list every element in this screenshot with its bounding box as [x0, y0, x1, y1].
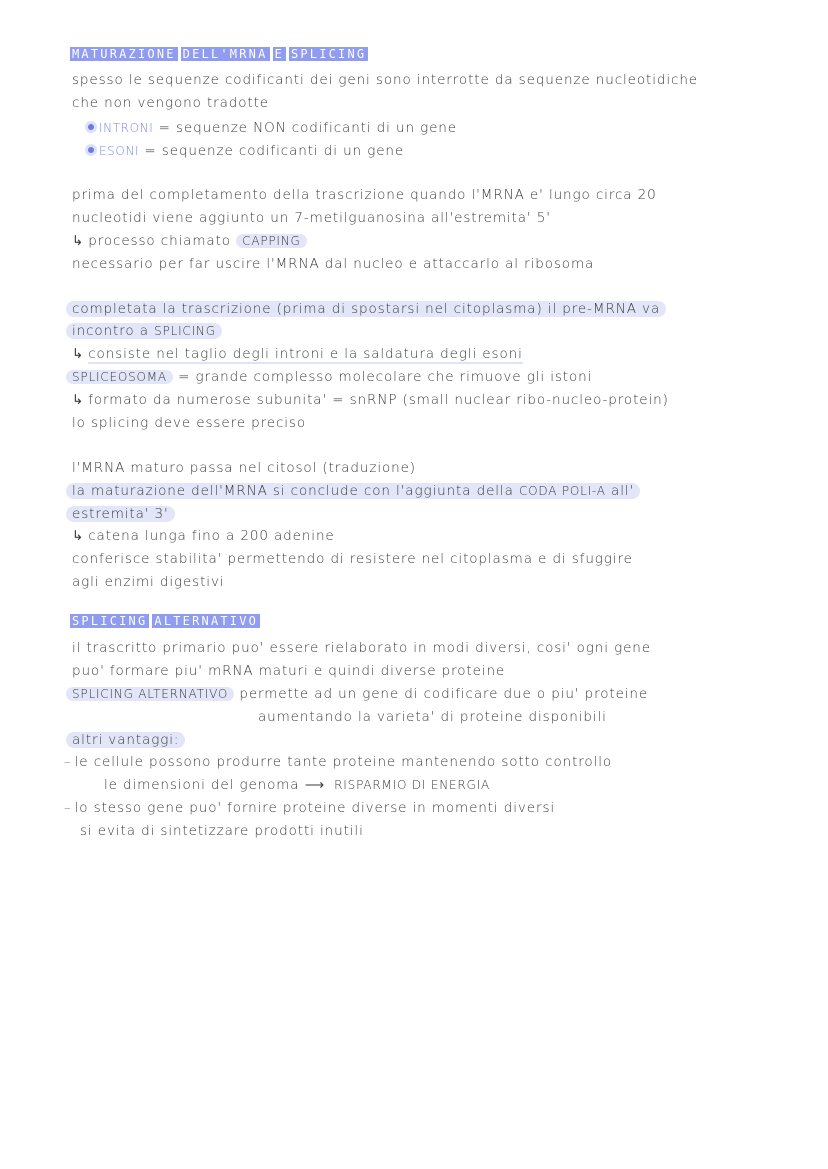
polya-prefix: la maturazione dell'MRNA si conclude con l'aggiunta della [72, 483, 514, 499]
polya-highlight [66, 483, 640, 499]
bullet-label: INTRONI [99, 121, 154, 135]
spliceosoma-def: = grande complesso molecolare che rimuove gli istoni [178, 369, 593, 385]
capping-line: prima del completamento della trascrizione quando l'MRNA e' lungo circa 20 [72, 187, 657, 203]
advantage-text: le cellule possono produrre tante proteine mantenendo sotto controllo [74, 754, 613, 770]
bullet-introni [88, 118, 457, 138]
advantage-text: le dimensioni del genoma [104, 777, 300, 793]
section-title-maturazione [70, 45, 371, 63]
bullet-dot-icon [88, 147, 94, 153]
polya-line [66, 481, 640, 501]
splicing-line: lo splicing deve essere preciso [72, 415, 307, 431]
alt-line: puo' formare piu' mRNA maturi e quindi diverse proteine [72, 663, 506, 679]
title-word: E [274, 47, 284, 61]
intro-line: spesso le sequenze codificanti dei geni sono interrotte da sequenze nucleotidiche [72, 72, 698, 88]
dash-bullet-icon: – [64, 754, 72, 770]
polya-chain: catena lunga fino a 200 adenine [88, 528, 335, 544]
bullet-text: = sequenze NON codificanti di un gene [158, 120, 457, 136]
polya-highlight: estremita' 3' [66, 506, 175, 522]
advantage-item [64, 798, 555, 818]
advantages-highlight: altri vantaggi: [66, 732, 185, 748]
capping-line: necessario per far uscire l'MRNA dal nucleo e attaccarlo al ribosoma [72, 256, 595, 272]
capping-prefix: processo chiamato [88, 233, 231, 249]
bullet-esoni [88, 141, 404, 161]
advantages-title [66, 730, 185, 750]
title-word: MATURAZIONE [72, 47, 176, 61]
splicing-keyword: SPLICING [154, 324, 216, 338]
title-word: DELL'MRNA [182, 47, 268, 61]
polya-line [66, 504, 175, 524]
splicing-line [66, 367, 592, 387]
section-title-alternativo [70, 612, 263, 630]
alt-line: aumentando la varieta' di proteine disponibili [258, 709, 607, 725]
alt-line: il trascritto primario puo' essere rielaborato in modi diversi, cosi' ogni gene [72, 640, 651, 656]
advantage-item: si evita di sintetizzare prodotti inutili [80, 823, 364, 839]
polya-suffix: all' [611, 483, 635, 499]
capping-keyword: CAPPING [236, 234, 306, 248]
advantage-text: lo stesso gene puo' fornire proteine diverse in momenti diversi [74, 800, 556, 816]
arrow-return-icon: ↳ [72, 392, 85, 408]
splicing-highlight [66, 323, 222, 339]
bullet-dot-icon [88, 124, 94, 130]
splicing-line [72, 344, 523, 364]
alt-keyword: SPLICING ALTERNATIVO [66, 687, 234, 701]
capping-line [72, 231, 307, 251]
polya-line: conferisce stabilita' permettendo di resistere nel citoplasma e di sfuggire [72, 551, 633, 567]
splicing-line [66, 321, 222, 341]
bullet-label: ESONI [99, 144, 140, 158]
splicing-prefix: incontro a [72, 323, 149, 339]
splicing-line [72, 390, 669, 410]
arrow-return-icon: ↳ [72, 528, 85, 544]
snrnp-text: formato da numerose subunita' = snRNP (small nuclear ribo-nucleo-protein) [88, 392, 669, 408]
polya-keyword: CODA POLI-A [518, 484, 606, 498]
arrow-right-icon: ⟶ [304, 777, 325, 793]
advantage-item [104, 775, 490, 795]
polya-line: l'MRNA maturo passa nel citosol (traduzione) [72, 460, 416, 476]
polya-line [72, 526, 335, 546]
title-word: SPLICING [290, 47, 367, 61]
advantage-item [64, 752, 612, 772]
arrow-return-icon: ↳ [72, 233, 85, 249]
capping-line: nucleotidi viene aggiunto un 7-metilguanosina all'estremita' 5' [72, 210, 551, 226]
dash-bullet-icon: – [64, 800, 72, 816]
alt-line [66, 684, 648, 704]
bullet-text: = sequenze codificanti di un gene [144, 143, 405, 159]
spliceosoma-keyword: SPLICEOSOMA [66, 370, 173, 384]
splicing-line [66, 299, 666, 319]
splicing-def: consiste nel taglio degli introni e la saldatura degli esoni [88, 346, 523, 362]
splicing-highlight: completata la trascrizione (prima di spostarsi nel citoplasma) il pre-MRNA va [66, 301, 666, 317]
arrow-return-icon: ↳ [72, 346, 85, 362]
alt-def: permette ad un gene di codificare due o piu' proteine [239, 686, 649, 702]
title-word: ALTERNATIVO [154, 614, 259, 628]
title-word: SPLICING [72, 614, 148, 628]
polya-line: agli enzimi digestivi [72, 574, 225, 590]
advantage-keyword: RISPARMIO DI ENERGIA [334, 778, 490, 792]
intro-line: che non vengono tradotte [72, 95, 269, 111]
